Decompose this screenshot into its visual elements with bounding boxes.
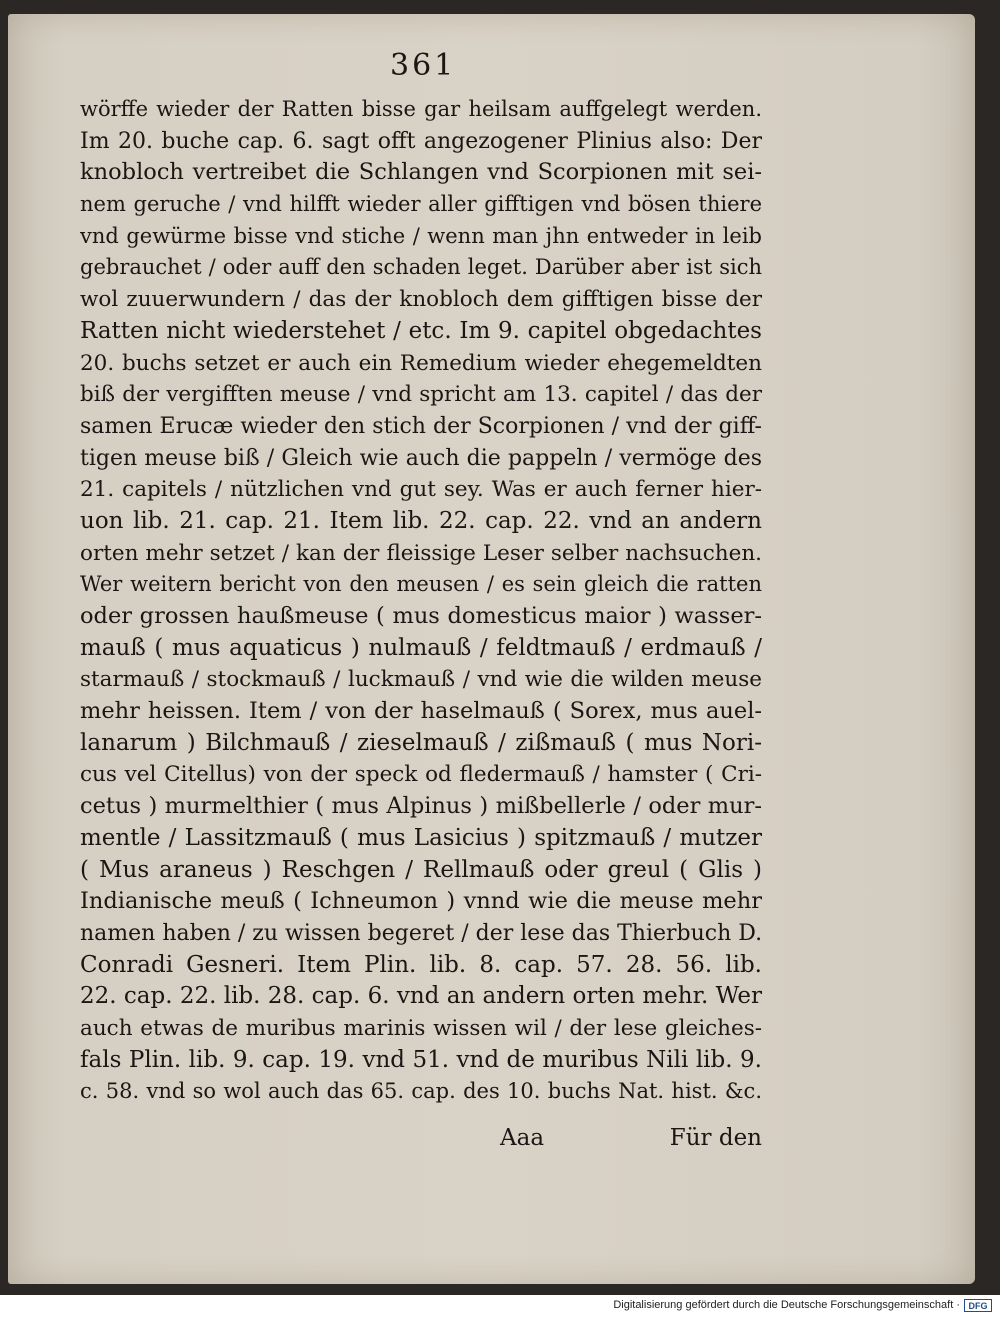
text-line: oder grossen haußmeuse ( mus domesticus maior ) wasser-: [80, 603, 762, 629]
text-line: biß der vergifften meuse / vnd spricht am 13. capitel / das der: [80, 382, 762, 408]
text-line: cus vel Citellus) von der speck od fledermauß / hamster ( Cri-: [80, 762, 762, 788]
text-line: starmauß / stockmauß / luckmauß / vnd wie die wilden meuse: [80, 667, 762, 693]
text-line: lanarum ) Bilchmauß / zieselmauß / zißmauß ( mus Nori-: [80, 729, 762, 756]
text-line: mentle / Lassitzmauß ( mus Lasicius ) spitzmauß / mutzer: [80, 824, 762, 851]
text-line: 20. buchs setzet er auch ein Remedium wieder ehegemeldten: [80, 350, 762, 376]
text-line: mehr heissen. Item / von der haselmauß ( Sorex, mus auel-: [80, 698, 762, 725]
text-line: 22. cap. 22. lib. 28. cap. 6. vnd an andern orten mehr. Wer: [80, 983, 762, 1010]
text-line: c. 58. vnd so wol auch das 65. cap. des 10. buchs Nat. hist. &c.: [80, 1079, 762, 1104]
text-line: ( Mus araneus ) Reschgen / Rellmauß oder greul ( Glis ): [80, 856, 762, 883]
text-line: orten mehr setzet / kan der fleissige Leser selber nachsuchen.: [80, 540, 762, 566]
text-line: knobloch vertreibet die Schlangen vnd Scorpionen mit sei-: [80, 159, 762, 186]
text-line: uon lib. 21. cap. 21. Item lib. 22. cap. 22. vnd an andern: [80, 507, 762, 534]
text-line: nem geruche / vnd hilfft wieder aller gifftigen vnd bösen thiere: [80, 192, 762, 217]
digitization-credit: Digitalisierung gefördert durch die Deutsche Forschungsgemeinschaft ·: [613, 1299, 960, 1311]
signature-mark: Aaa: [500, 1125, 545, 1151]
text-line: auch etwas de muribus marinis wissen wil / der lese gleiches-: [80, 1015, 762, 1041]
text-line: Ratten nicht wiederstehet / etc. Im 9. capitel obgedachtes: [80, 317, 762, 344]
text-line: samen Erucæ wieder den stich der Scorpionen / vnd der giff-: [80, 413, 762, 439]
text-line: namen haben / zu wissen begeret / der lese das Thierbuch D.: [80, 920, 762, 946]
body-text: [80, 94, 762, 1108]
text-line: Im 20. buche cap. 6. sagt offt angezogener Plinius also: Der: [80, 128, 762, 154]
text-line: Conradi Gesneri. Item Plin. lib. 8. cap. 57. 28. 56. lib.: [80, 951, 762, 978]
text-line: Wer weitern bericht von den meusen / es sein gleich die ratten: [80, 572, 762, 597]
catchword: Für den: [669, 1125, 762, 1151]
footer-line: [500, 1122, 762, 1154]
text-line: vnd gewürme bisse vnd stiche / wenn man jhn entweder in leib: [80, 223, 762, 248]
text-line: mauß ( mus aquaticus ) nulmauß / feldtmauß / erdmauß /: [80, 634, 762, 661]
page-number: 361: [390, 48, 457, 83]
dfg-logo-icon: DFG: [964, 1299, 992, 1312]
text-line: fals Plin. lib. 9. cap. 19. vnd 51. vnd de muribus Nili lib. 9.: [80, 1046, 762, 1073]
text-line: 21. capitels / nützlichen vnd gut sey. Was er auch ferner hier-: [80, 477, 762, 503]
text-line: wörffe wieder der Ratten bisse gar heilsam auffgelegt werden.: [80, 97, 762, 121]
text-line: wol zuuerwundern / das der knobloch dem gifftigen bisse der: [80, 287, 762, 313]
text-line: tigen meuse biß / Gleich wie auch die pappeln / vermöge des: [80, 445, 762, 471]
text-line: gebrauchet / oder auff den schaden leget. Darüber aber ist sich: [80, 255, 762, 280]
text-line: cetus ) murmelthier ( mus Alpinus ) mißbellerle / oder mur-: [80, 793, 762, 820]
text-line: Indianische meuß ( Ichneumon ) vnnd wie die meuse mehr: [80, 888, 762, 915]
